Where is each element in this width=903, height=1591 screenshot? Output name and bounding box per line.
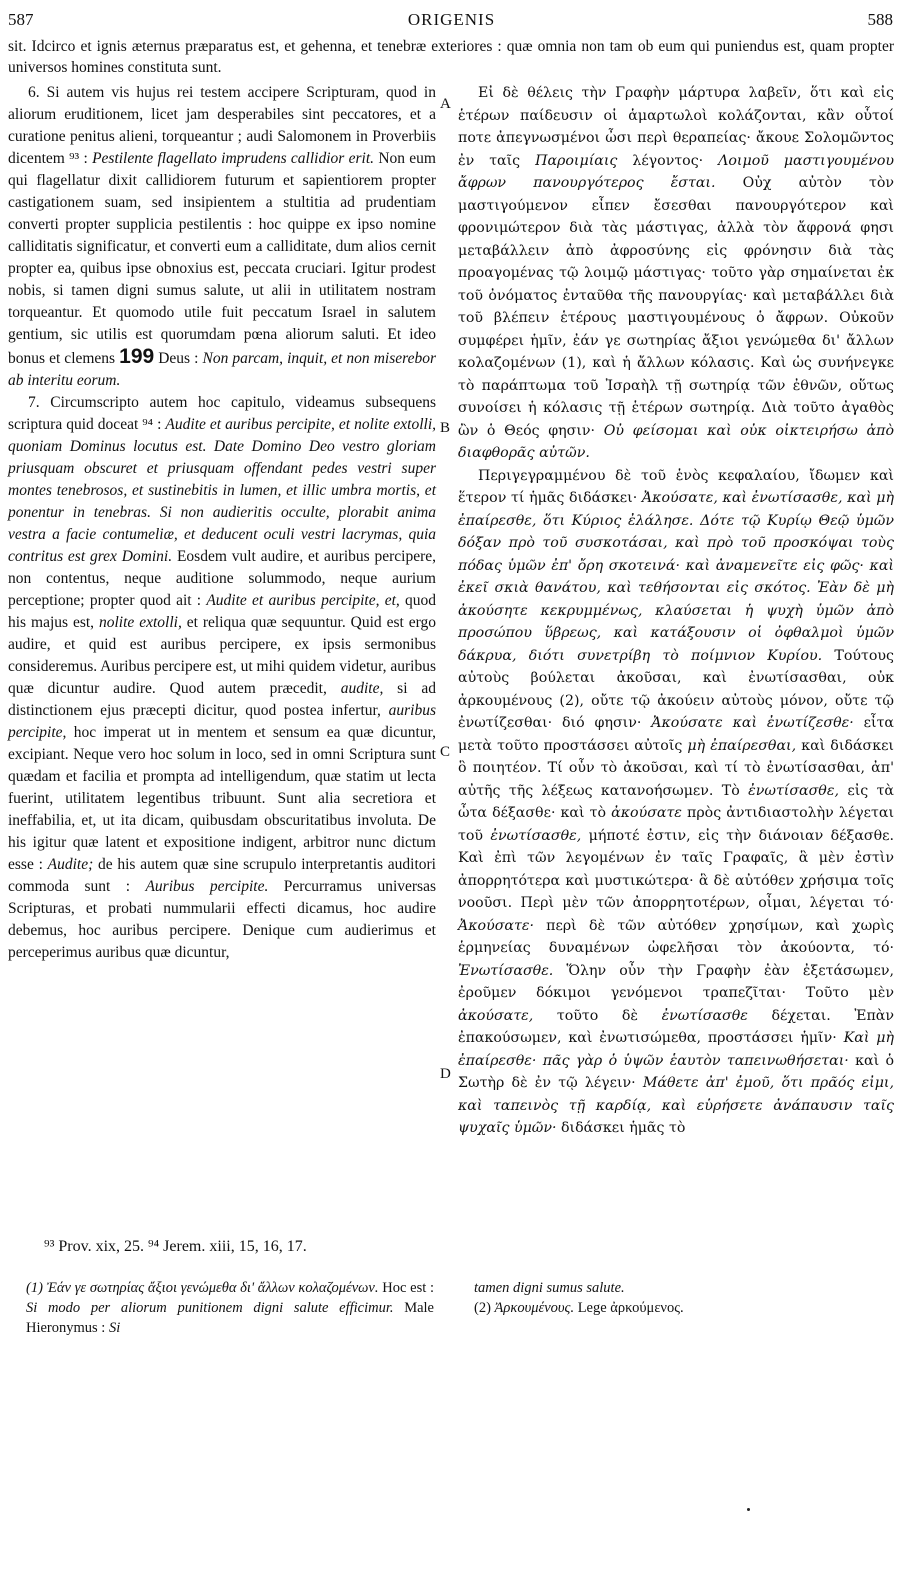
latin-quote: Audite et auribus percipite, et, xyxy=(206,592,400,609)
editor-note-1 xyxy=(26,1278,434,1338)
editor-note-1-cont xyxy=(474,1278,894,1298)
latin-quote: audite, xyxy=(340,680,384,697)
greek-text: λέγοντος· xyxy=(617,152,719,169)
page-number-left: 587 xyxy=(8,10,34,29)
editor-note-2 xyxy=(474,1298,894,1318)
greek-quote: μὴ ἐπαίρεσθαι, xyxy=(687,737,797,754)
latin-text: Non eum qui flagellatur dixit callidiorem futurum et sapientiorem propter castigationem suam, sed insipientem a stultitia ad prudentiam converti propter supplicia pestilentis : hoc quippe ex ipso nomine calliditatis significatur, et converti eum a calliditate, dum alios cernit propter ea, quibus ipse obnoxius est, peccata cruciari. Igitur prodest nobis, si tamen digni sumus salute, ut alii in utilitatem nostram torqueantur. Et quomodo utile fuit peccatum Israel in salutem gentium, sic utilis est quorumdam pœna aliorum saluti. Et ideo bonus et clemens xyxy=(8,150,436,367)
note-quote: (1) Ἐάν γε σωτηρίας ἄξιοι γενώμεθα δι' ἄλλων κολαζομένων. xyxy=(26,1280,379,1296)
greek-quote: Ἀκούσατε· xyxy=(458,917,534,934)
latin-quote: Non parcam, inquit, et non miserebor ab interitu eorum. xyxy=(8,350,436,389)
note-text: (2) xyxy=(474,1300,495,1316)
greek-quote: Ἀκούσατε καὶ ἐνωτίζεσθε· xyxy=(651,715,854,731)
note-quote: Si xyxy=(108,1320,121,1336)
margin-marker-b: B xyxy=(440,420,451,436)
greek-text: εἶτα μετὰ τοῦτο προστάσσει αὐτοῖς xyxy=(458,715,895,754)
latin-quote: Pestilente flagellato imprudens callidior erit. xyxy=(92,150,375,167)
latin-text: et reliqua quæ sequuntur. Quid est ergo audire, et quid est auribus percipere, ex ipsis sermonibus consideremus. Auribus percipere est, ut mihi quidem videtur, auribus quæ dicuntur audire. Quod autem præcedit, xyxy=(8,614,436,697)
greek-text: Ὅλην οὖν τὴν Γραφὴν ἐὰν ἐξετάσωμεν, ἐροῦμεν δόκιμοι γενόμενοι τραπεζῖται· Τοῦτο μὲν xyxy=(458,962,894,1001)
greek-text: δέχεται. Ἐπὰν ἐπακούσωμεν, καὶ ἐνωτισώμεθα, προστάσσει ἡμῖν· xyxy=(458,1007,894,1046)
greek-text: Οὐχ αὐτὸν τὸν μαστιγούμενον εἶπεν ἔσεσθαι πανουργότερον καὶ φρονιμώτερον διὰ τὰς μάστιγας, ἀλλὰ τὸν ἄφρονά φησι μεταβάλλειν ἀπὸ ἀφροσύνης εἰς φρόνησιν διὰ τὰς προαγομένας τῷ λοιμῷ μάστιγας· τοῦτο γὰρ σημαίνεται ἐκ τοῦ ὀνόματος ἐνταῦθα τῆς πανουργίας· καὶ μεταβάλλει διὰ τοῦ βλέπειν ἑτέρους μαστιγουμένους ὁ ἄφρων. Οὐκοῦν συμφέρει ἡμῖν, ἐάν γε σωτηρίας ἄξιοι γενώμεθα δι' ἄλλων κολαζομένων (1), καὶ ἡ ἄλλων κόλασις. Καὶ ὡς συνήνεγκε τὸ παράπτωμα τοῦ Ἰσραὴλ τῇ σωτηρίᾳ τῶν ἐθνῶν, οὕτως συνοίσει ἡ κόλασις τῇ ἑτέρων σωτηρίᾳ. Διὰ τοῦτο ἀγαθὸς ὢν ὁ Θεός φησιν· xyxy=(458,175,894,439)
greek-text: Τούτους αὐτοὺς βούλεται ἀκοῦσαι, καὶ ἐνωτίσασθαι, οὐκ ἀρκουμένους (2), οὔτε τῷ ἀκούειν αὐτοὺς μόνον, οὔτε τῷ ἐνωτίζεσθαι· διό φησιν· xyxy=(458,647,894,731)
ink-speck xyxy=(747,1508,750,1511)
latin-text: 6. Si autem vis hujus rei testem accipere Scripturam, quod in aliorum eruditionem, licet jam desperabiles sint peccatores, et a curatione penitus alieni, torqueantur ; audi Salomonem in Proverbiis dicentem ⁹³ : xyxy=(8,84,436,167)
latin-quote: Audite et auribus percipite, et nolite extolli, quoniam Dominus locutus est. Date Domino Deo vestro gloriam priusquam obscuret et priusquam offendant pedes vestri super montes tenebrosos, et sustinebitis in lumen, et illic umbra mortis, et ponentur in tenebras. Si non audieritis occulte, plorabit anima vestra a facie contumeliæ, et deducent oculi vestri lacrymas, quia contritus est grex Domini. xyxy=(8,416,437,565)
note-quote: Ἀρκουμένους. xyxy=(494,1300,575,1316)
greek-text: Εἰ δὲ θέλεις τὴν Γραφὴν μάρτυρα λαβεῖν, ὅτι καὶ εἰς ἑτέρων παίδευσιν οἱ ἁμαρτωλοὶ κολάζονται, κἂν οὗτοί ποτε ἀπεγνωσμένοι ὦσι περὶ θεραπείας· ἄκουε Σολομῶντος ἐν ταῖς xyxy=(458,85,894,169)
editor-notes-right xyxy=(474,1278,894,1318)
greek-quote: ἀκούσατε xyxy=(611,805,682,821)
latin-text: Eosdem vult audire, et auribus percipere, non contentus, neque auditione solummodo, neque aurium perceptione; propter quod ait : xyxy=(8,548,437,609)
latin-text: de his autem quæ sine scrupulo interpretantis auditori commoda sunt : xyxy=(8,856,436,895)
note-text: Male Hieronymus : xyxy=(26,1300,434,1336)
greek-quote: ἐνωτίσασθε, xyxy=(748,782,839,799)
greek-quote: ἐνωτίσασθε xyxy=(661,1007,748,1024)
latin-paragraph-7 xyxy=(8,392,436,964)
note-quote: Si modo per aliorum punitionem digni salute efficimur. xyxy=(26,1300,394,1316)
greek-text: μήποτέ ἐστιν, εἰς τὴν διάνοιαν δέξασθε. Καὶ ἐπὶ τῶν λεγομένων ἐν ταῖς Γραφαῖς, ἃ μὲν ἐστὶν ἀπορρητότερα καὶ μυστικώτερα· ἃ δὲ αὐτόθεν χρήσιμα τοῖς νοοῦσι. Περὶ μὲν τῶν ἀπορρητοτέρων, οἶμαι, λέγεται τό· xyxy=(458,827,894,911)
greek-quote: Μάθετε ἀπ' ἐμοῦ, ὅτι πρᾶός εἰμι, καὶ ταπεινὸς τῇ καρδίᾳ, καὶ εὑρήσετε ἀνάπαυσιν ταῖς ψυχαῖς ὑμῶν· xyxy=(458,1075,894,1136)
greek-column xyxy=(458,82,894,1140)
greek-paragraph-2 xyxy=(458,465,894,1140)
greek-text: πρὸς ἀντιδιαστολὴν λέγεται τοῦ xyxy=(458,805,895,844)
margin-marker-c: C xyxy=(440,744,451,760)
note-text: Lege ἀρκούμενος. xyxy=(574,1300,684,1316)
greek-text: εἰς τὰ ὦτα δέξασθε· καὶ τὸ xyxy=(458,782,894,821)
greek-quote: Ἀκούσατε, καὶ ἐνωτίσασθε, καὶ μὴ ἐπαίρεσθε, ὅτι Κύριος ἐλάλησε. Δότε τῷ Κυρίῳ Θεῷ ὑμῶν δόξαν πρὸ τοῦ συσκοτάσαι, καὶ πρὸ τοῦ προσκόψαι τοὺς πόδας ὑμῶν ἐπ' ὄρη σκοτεινά· καὶ ἀναμενεῖτε εἰς φῶς· καὶ ἐκεῖ σκιὰ θανάτου, καὶ τεθήσονται εἰς σκότος. Ἐὰν δὲ μὴ ἀκούσητε κεκρυμμένως, κλαύσεται ἡ ψυχὴ ὑμῶν ἀπὸ προσώπου ὕβρεως, καὶ κατάξουσιν οἱ ὀφθαλμοὶ ὑμῶν δάκρυα, διότι συνετρίβη τὸ ποίμνιον Κυρίου. xyxy=(458,490,894,664)
intro-paragraph: sit. Idcirco et ignis æternus præparatus est, et gehenna, et tenebræ exteriores : quæ omnia non tam ob eum qui puniendus est, quam propter universos homines constituta sunt. xyxy=(8,38,894,76)
latin-quote: auribus percipite, xyxy=(8,702,436,741)
column-number: 199 xyxy=(119,345,155,368)
greek-paragraph-1 xyxy=(458,82,894,465)
greek-text: Περιγεγραμμένου δὲ τοῦ ἑνὸς κεφαλαίου, ἴδωμεν καὶ ἕτερον τί ἡμᾶς διδάσκει· xyxy=(458,467,894,506)
greek-text: τοῦτο δὲ xyxy=(533,1007,662,1024)
latin-text: quod his majus est, xyxy=(8,592,437,631)
greek-text: περὶ δὲ τῶν αὐτόθεν χρησίμων, καὶ χωρὶς ἑρμηνείας δυναμένων ὠφελῆσαι τὸν ἀκούοντα, τό· xyxy=(458,917,894,956)
margin-marker-a: A xyxy=(440,96,451,112)
greek-quote: ἐνωτίσασθε, xyxy=(490,827,582,844)
greek-text: καὶ διδάσκει ὃ ποιητέον. Τί οὖν τὸ ἀκοῦσαι, καὶ τί τὸ ἐνωτίσασθαι, ἀπ' αὐτῆς τῆς λέξεως κατανοήσωμεν. Τὸ xyxy=(458,737,894,799)
latin-text: si ad distinctionem ejus præcepti dicitur, quod postea infertur, xyxy=(8,680,436,719)
editor-notes-left xyxy=(26,1278,434,1338)
latin-quote: Auribus percipite. xyxy=(145,878,269,895)
greek-text: καὶ ὁ Σωτὴρ δὲ ἐν τῷ λέγειν· xyxy=(458,1052,894,1091)
running-title: ORIGENIS xyxy=(407,10,496,29)
note-text: Hoc est : xyxy=(378,1280,435,1296)
scripture-footnotes: ⁹³ Prov. xix, 25. ⁹⁴ Jerem. xiii, 15, 16, 17. xyxy=(44,1238,307,1255)
greek-text: διδάσκει ἡμᾶς τὸ xyxy=(556,1120,686,1136)
greek-quote: Ἐνωτίσασθε. xyxy=(458,962,554,979)
latin-text: Deus : xyxy=(154,350,203,367)
latin-column xyxy=(8,82,436,964)
page-number-right: 588 xyxy=(867,10,893,29)
greek-quote: Οὐ φείσομαι καὶ οὐκ οἰκτειρήσω ἀπὸ διαφθορᾶς αὐτῶν. xyxy=(458,422,894,461)
margin-marker-d: D xyxy=(440,1066,451,1082)
latin-text: hoc imperat ut in mentem et sensum ea quæ dicuntur, excipiant. Neque vero hoc solum in loco, sed in omni Scriptura sunt quædam et facilia et prompta ad intelligendum, quæ statim ut lecta fuerint, utilitatem legentibus tribuunt. Sunt alia secretiora et ineffabilia, et, ut ita dicam, quibusdam obscuritatibus involuta. De his igitur quæ latent et expositione indigent, arbitror nunc dictum esse : xyxy=(8,724,436,873)
greek-quote: Παροιμίαις xyxy=(535,152,618,169)
latin-text: 7. Circumscripto autem hoc capitulo, videamus subsequens scriptura quid doceat ⁹⁴ : xyxy=(8,394,436,433)
greek-quote: Καὶ μὴ ἐπαίρεσθε· πᾶς γὰρ ὁ ὑψῶν ἑαυτὸν ταπεινωθήσεται· xyxy=(458,1030,894,1069)
latin-paragraph-6 xyxy=(8,82,436,392)
latin-quote: Audite; xyxy=(47,856,94,873)
latin-quote: nolite extolli, xyxy=(98,614,182,631)
latin-text: Percurramus universas Scripturas, et probati nummularii effecti dicamus, hoc audire debemus, hoc auribus percipere. Denique cum audierimus et perceperimus auribus quæ dicuntur, xyxy=(8,878,436,961)
greek-quote: ἀκούσατε, xyxy=(458,1007,534,1024)
note-quote: tamen digni sumus salute. xyxy=(474,1280,625,1296)
greek-quote: Λοιμοῦ μαστιγουμένου ἄφρων πανουργότερος ἔσται. xyxy=(458,152,894,191)
